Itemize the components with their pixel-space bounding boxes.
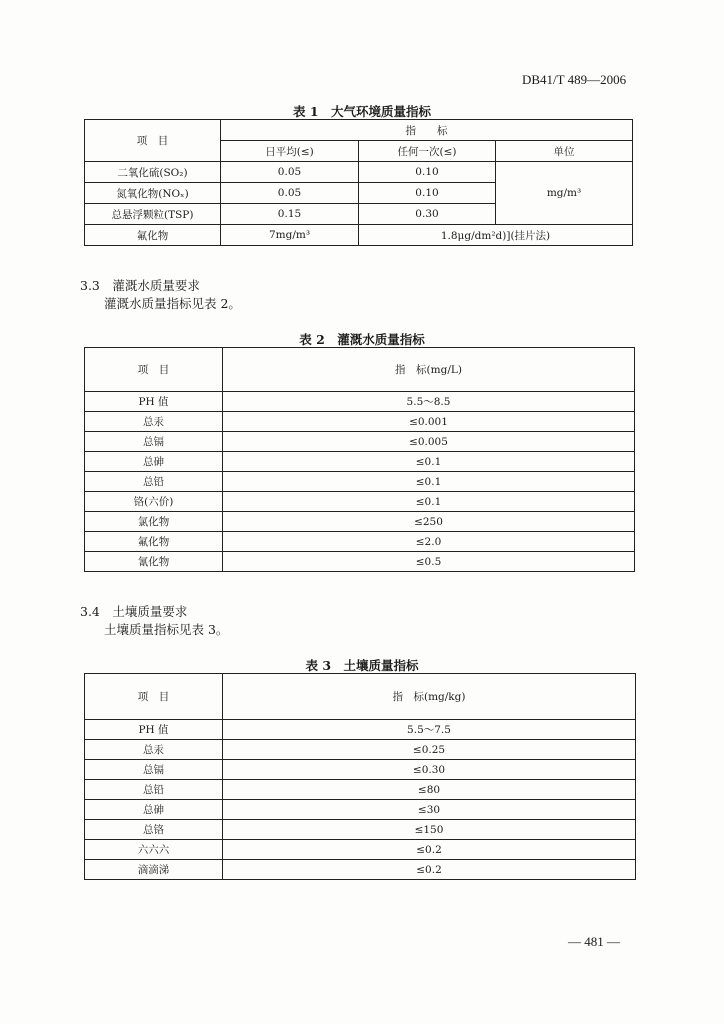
row-item: 铬(六价) [85, 492, 223, 512]
page-number: — 481 — [568, 934, 620, 949]
row-any: 0.10 [359, 162, 496, 183]
row-item: 氟化物 [85, 532, 223, 552]
table1-header-any: 任何一次(≤) [359, 141, 496, 162]
row-value: ≤30 [223, 800, 636, 820]
row-value: ≤0.001 [223, 412, 635, 432]
row-value: 5.5～8.5 [223, 392, 635, 412]
table-row [85, 472, 635, 492]
row-value: ≤0.005 [223, 432, 635, 452]
row-daily: 0.05 [221, 183, 359, 204]
table-row [85, 162, 633, 183]
row-any: 0.30 [359, 204, 496, 225]
table-row [85, 225, 633, 246]
row-value: 5.5～7.5 [223, 720, 636, 740]
row-other: 1.8μg/dm²d)](挂片法) [359, 225, 633, 246]
table3-header-item: 项 目 [85, 674, 223, 720]
row-item: 总悬浮颗粒(TSP) [85, 204, 221, 225]
section-3-3-text: 灌溉水质量指标见表 2。 [104, 296, 241, 311]
row-item: PH 值 [85, 392, 223, 412]
table-row [85, 760, 636, 780]
table2-header-item: 项 目 [85, 348, 223, 392]
row-value: ≤0.2 [223, 860, 636, 880]
table-row [85, 392, 635, 412]
row-any: 0.10 [359, 183, 496, 204]
row-item: 氰化物 [85, 552, 223, 572]
table2 [84, 347, 635, 572]
row-item: 总汞 [85, 740, 223, 760]
row-item: 滴滴涕 [85, 860, 223, 880]
row-value: ≤2.0 [223, 532, 635, 552]
row-value: ≤80 [223, 780, 636, 800]
row-item: 氮氧化物(NOₓ) [85, 183, 221, 204]
table-row [85, 552, 635, 572]
table1-unit-cell: mg/m³ [496, 162, 633, 225]
row-item: 总铅 [85, 780, 223, 800]
table-row [85, 820, 636, 840]
section-3-3-heading: 3.3 灌溉水质量要求 [80, 278, 200, 293]
row-item: 总铬 [85, 820, 223, 840]
table-row [85, 720, 636, 740]
table-row [85, 740, 636, 760]
row-value: ≤150 [223, 820, 636, 840]
row-daily: 7mg/m³ [221, 225, 359, 246]
row-value: ≤0.30 [223, 760, 636, 780]
table2-caption: 表 2 灌溉水质量指标 [299, 332, 425, 347]
row-value: ≤0.25 [223, 740, 636, 760]
table-row [85, 452, 635, 472]
row-value: ≤0.2 [223, 840, 636, 860]
table3 [84, 673, 636, 880]
table-row [85, 532, 635, 552]
row-item: 六六六 [85, 840, 223, 860]
standard-code: DB41/T 489—2006 [522, 72, 627, 87]
row-value: ≤0.1 [223, 472, 635, 492]
table-row [85, 860, 636, 880]
table3-caption: 表 3 土壤质量指标 [305, 658, 419, 673]
table-row [85, 780, 636, 800]
row-value: ≤0.5 [223, 552, 635, 572]
table1-caption: 表 1 大气环境质量指标 [292, 104, 432, 119]
row-item: PH 值 [85, 720, 223, 740]
row-item: 总汞 [85, 412, 223, 432]
table1 [84, 119, 633, 246]
row-item: 总铅 [85, 472, 223, 492]
row-daily: 0.15 [221, 204, 359, 225]
row-daily: 0.05 [221, 162, 359, 183]
section-3-4-text: 土壤质量指标见表 3。 [104, 622, 229, 637]
row-item: 二氧化硫(SO₂) [85, 162, 221, 183]
table-row [85, 432, 635, 452]
table1-header-daily: 日平均(≤) [221, 141, 359, 162]
table1-header-unit: 单位 [496, 141, 633, 162]
table-row [85, 512, 635, 532]
section-3-4-heading: 3.4 土壤质量要求 [80, 604, 188, 619]
table-row [85, 492, 635, 512]
row-item: 氟化物 [85, 225, 221, 246]
row-item: 总镉 [85, 760, 223, 780]
table-row [85, 800, 636, 820]
table1-header-index: 指 标 [221, 120, 633, 141]
table-row [85, 412, 635, 432]
row-value: ≤0.1 [223, 452, 635, 472]
row-item: 总砷 [85, 452, 223, 472]
row-item: 总镉 [85, 432, 223, 452]
table1-header-item: 项 目 [85, 120, 221, 162]
row-value: ≤0.1 [223, 492, 635, 512]
table-row [85, 840, 636, 860]
table2-header-index: 指 标(mg/L) [223, 348, 635, 392]
table3-header-index: 指 标(mg/kg) [223, 674, 636, 720]
row-item: 总砷 [85, 800, 223, 820]
row-value: ≤250 [223, 512, 635, 532]
row-item: 氯化物 [85, 512, 223, 532]
